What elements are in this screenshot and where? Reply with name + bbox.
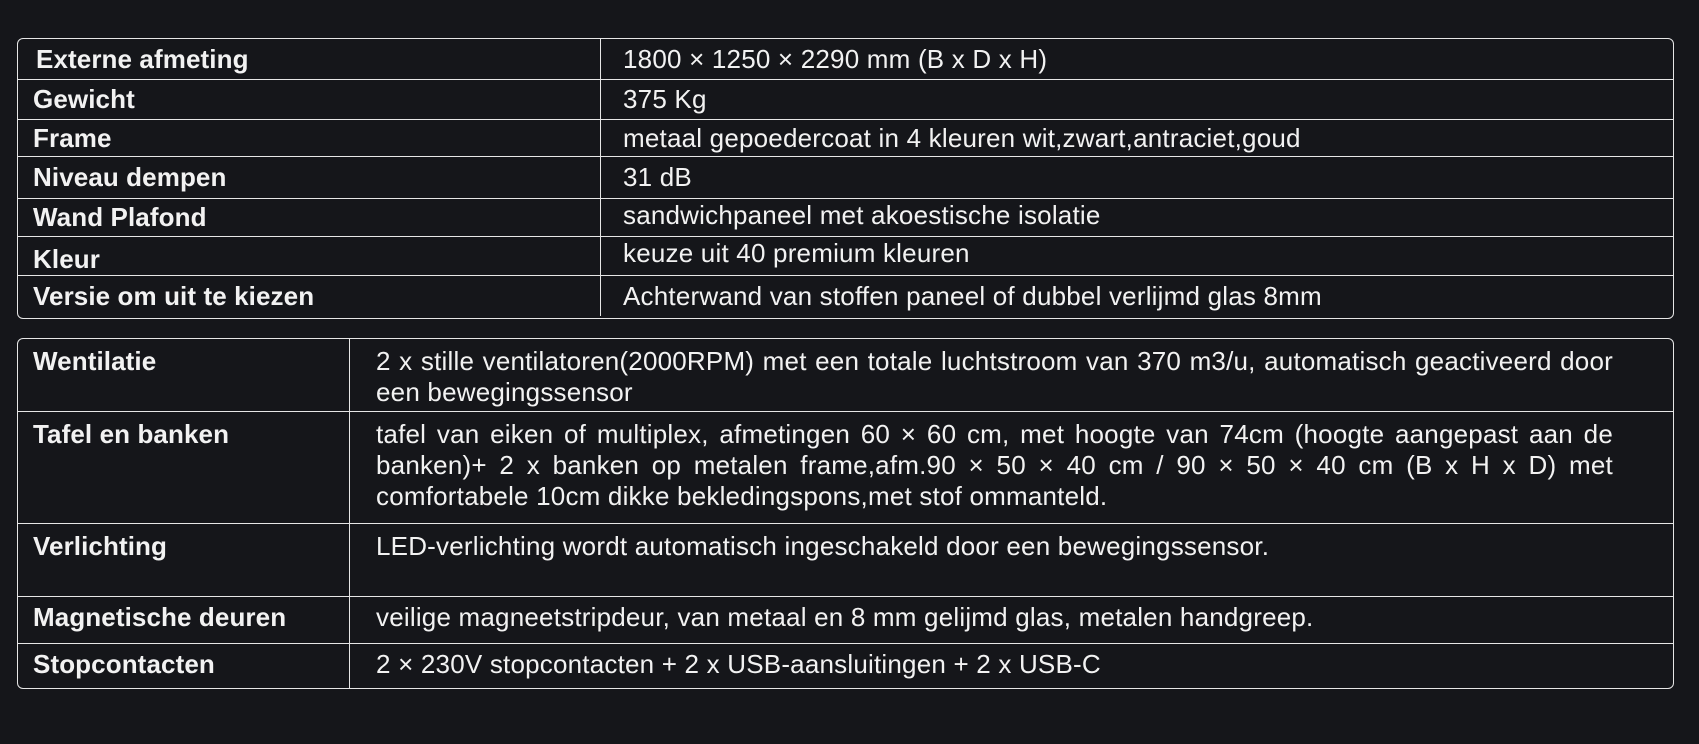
- row-value: LED-verlichting wordt automatisch ingeschakeld door een bewegingssensor.: [376, 531, 1270, 561]
- row-value: 2 x stille ventilatoren(2000RPM) met een totale luchtstroom van 370 m3/u, automatisch geactiveerd door een bewegingssensor: [376, 346, 1613, 407]
- row-label: Versie om uit te kiezen: [18, 276, 601, 316]
- row-value: veilige magneetstripdeur, van metaal en 8 mm gelijmd glas, metalen handgreep.: [376, 602, 1314, 632]
- table-row: [18, 80, 1673, 120]
- row-label: Stopcontacten: [18, 644, 350, 689]
- row-value: sandwichpaneel met akoestische isolatie: [623, 200, 1101, 230]
- table-row: [18, 644, 1673, 689]
- specifications-table-general: [17, 38, 1674, 319]
- table-row: [18, 412, 1673, 524]
- row-label: Wentilatie: [18, 339, 350, 411]
- row-label: Niveau dempen: [18, 157, 601, 198]
- row-label: Gewicht: [18, 80, 601, 119]
- specifications-table-features: [17, 338, 1674, 689]
- row-label: Kleur: [18, 237, 601, 275]
- table-row: [18, 199, 1673, 237]
- row-label: Frame: [18, 120, 601, 156]
- row-label: Tafel en banken: [18, 412, 350, 523]
- row-value: 2 × 230V stopcontacten + 2 x USB-aansluitingen + 2 x USB-C: [376, 649, 1101, 679]
- row-value: metaal gepoedercoat in 4 kleuren wit,zwart,antraciet,goud: [623, 122, 1301, 153]
- row-label: Magnetische deuren: [18, 597, 350, 643]
- row-value: Achterwand van stoffen paneel of dubbel verlijmd glas 8mm: [623, 280, 1322, 311]
- table-row: [18, 157, 1673, 199]
- row-value: 31 dB: [623, 162, 692, 192]
- row-label: Externe afmeting: [18, 39, 601, 79]
- row-value: 375 Kg: [623, 84, 707, 114]
- row-value: tafel van eiken of multiplex, afmetingen 60 × 60 cm, met hoogte van 74cm (hoogte aangepast aan de banken)+ 2 x banken op metalen frame,afm.90 × 50 × 40 cm / 90 × 50 × 40 cm (B x H x D) met comfortabele 10cm dikke bekledingspons,met stof ommanteld.: [376, 419, 1613, 511]
- table-row: [18, 39, 1673, 80]
- table-row: [18, 524, 1673, 597]
- row-label: Wand Plafond: [18, 199, 601, 236]
- row-label: Verlichting: [18, 524, 350, 596]
- row-value: keuze uit 40 premium kleuren: [623, 238, 970, 268]
- table-row: [18, 276, 1673, 316]
- row-value: 1800 × 1250 × 2290 mm (B x D x H): [623, 43, 1048, 74]
- table-row: [18, 120, 1673, 157]
- table-row: [18, 339, 1673, 412]
- table-row: [18, 597, 1673, 644]
- table-row: [18, 237, 1673, 276]
